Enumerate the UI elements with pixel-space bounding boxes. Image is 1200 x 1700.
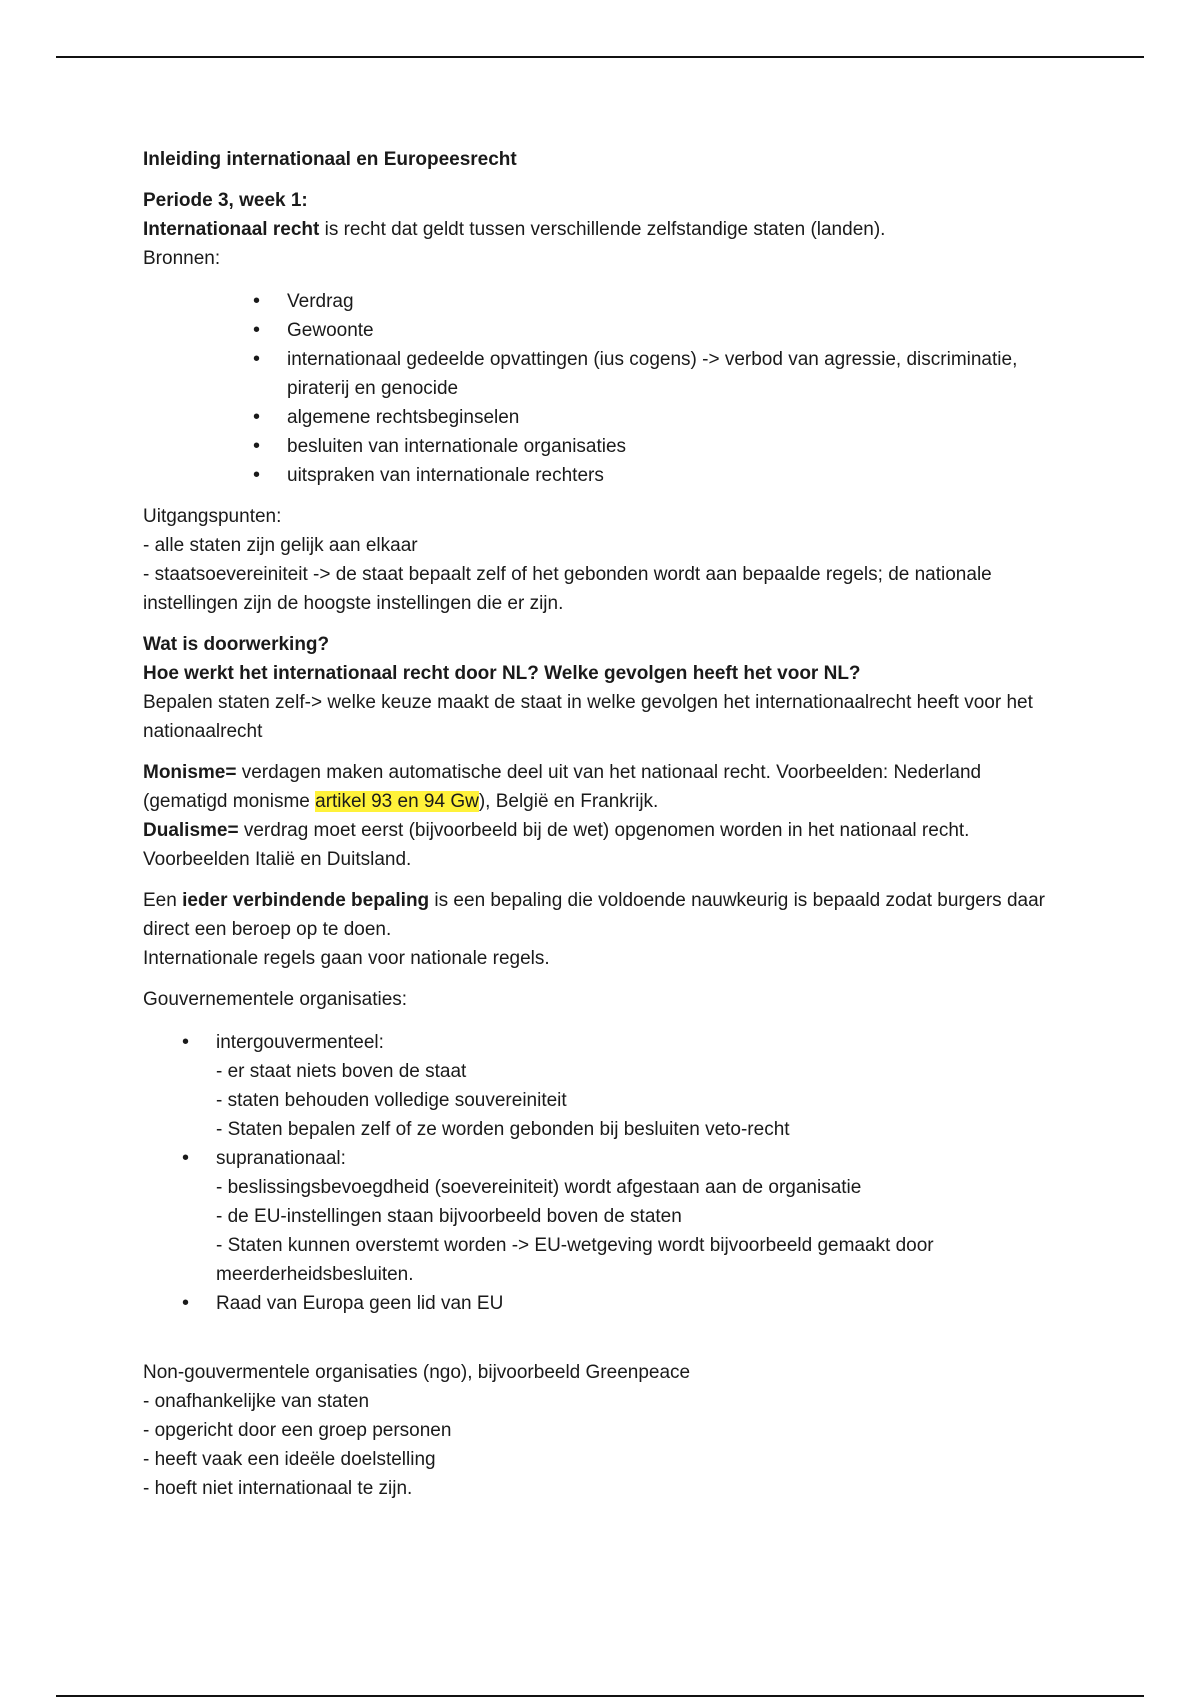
spacer xyxy=(143,1318,1063,1358)
bepaling-paragraph xyxy=(143,886,1063,944)
dualisme-paragraph xyxy=(143,816,1063,874)
list-item: • Verdrag xyxy=(287,287,1063,316)
principles-line: - alle staten zijn gelijk aan elkaar xyxy=(143,535,418,556)
intergov-line: - Staten bepalen zelf of ze worden gebonden bij besluiten veto-recht xyxy=(216,1119,790,1140)
list-item xyxy=(216,1028,1063,1144)
list-item xyxy=(216,1144,1063,1289)
list-item: • internationaal gedeelde opvattingen (ius cogens) -> verbod van agressie, discriminatie, piraterij en genocide xyxy=(287,345,1063,403)
definition-paragraph xyxy=(143,215,1063,244)
list-item: • Raad van Europa geen lid van EU xyxy=(216,1289,1063,1318)
list-item: • algemene rechtsbeginselen xyxy=(287,403,1063,432)
gov-orgs-list xyxy=(216,1028,1063,1318)
supranat-line: - de EU-instellingen staan bijvoorbeeld boven de staten xyxy=(216,1206,682,1227)
bepaling-text: is een bepaling die voldoende nauwkeurig is bepaald zodat burgers daar direct een beroep op te doen. xyxy=(143,890,1045,940)
period-heading: Periode 3, week 1: xyxy=(143,190,308,211)
bepaling-line: Internationale regels gaan voor nationale regels. xyxy=(143,948,550,969)
bepaling-pre: Een xyxy=(143,890,183,911)
highlighted-article: artikel 93 en 94 Gw xyxy=(315,791,479,812)
intergov-line: - er staat niets boven de staat xyxy=(216,1061,467,1082)
supranat-line: - beslissingsbevoegdheid (soevereiniteit) wordt afgestaan aan de organisatie xyxy=(216,1177,862,1198)
gov-orgs-label: Gouvernementele organisaties: xyxy=(143,989,408,1010)
ngo-line: - opgericht door een groep personen xyxy=(143,1420,452,1441)
sources-label: Bronnen: xyxy=(143,248,221,269)
ngo-label: Non-gouvermentele organisaties (ngo), bijvoorbeeld Greenpeace xyxy=(143,1362,691,1383)
list-item: • besluiten van internationale organisaties xyxy=(287,432,1063,461)
ngo-line: - onafhankelijke van staten xyxy=(143,1391,370,1412)
intergov-title: • intergouvermenteel: xyxy=(216,1032,384,1053)
dualisme-term: Dualisme= xyxy=(143,820,239,841)
list-item: • Gewoonte xyxy=(287,316,1063,345)
page-top-rule xyxy=(56,56,1144,58)
bepaling-term: ieder verbindende bepaling xyxy=(182,890,430,911)
doorwerking-question: Wat is doorwerking? xyxy=(143,634,330,655)
supranat-line: - Staten kunnen overstemt worden -> EU-wetgeving wordt bijvoorbeeld gemaakt door meerderheidsbesluiten. xyxy=(216,1235,934,1285)
principles-line: - staatsoevereiniteit -> de staat bepaalt zelf of het gebonden wordt aan bepaalde regels; de nationale instellingen zijn de hoogste instellingen die er zijn. xyxy=(143,564,992,614)
intergov-line: - staten behouden volledige souvereiniteit xyxy=(216,1090,567,1111)
document-body xyxy=(143,145,1063,1503)
principles-label: Uitgangspunten: xyxy=(143,506,282,527)
monisme-text-end: ), België en Frankrijk. xyxy=(478,791,659,812)
list-item: • uitspraken van internationale rechters xyxy=(287,461,1063,490)
document-title: Inleiding internationaal en Europeesrecht xyxy=(143,149,517,170)
doorwerking-answer: Bepalen staten zelf-> welke keuze maakt de staat in welke gevolgen het internationaalrecht heeft voor het nationaalrecht xyxy=(143,692,1033,742)
monisme-term: Monisme= xyxy=(143,762,237,783)
definition-text: is recht dat geldt tussen verschillende zelfstandige staten (landen). xyxy=(319,219,886,240)
doorwerking-question: Hoe werkt het internationaal recht door NL? Welke gevolgen heeft het voor NL? xyxy=(143,663,861,684)
definition-term: Internationaal recht xyxy=(143,219,320,240)
supranat-title: • supranationaal: xyxy=(216,1148,346,1169)
page-bottom-rule xyxy=(56,1695,1144,1697)
monisme-paragraph xyxy=(143,758,1063,816)
monisme-text: verdagen maken automatische deel uit van het nationaal recht. Voorbeelden: Nederland (gematigd monisme xyxy=(143,762,982,812)
ngo-line: - hoeft niet internationaal te zijn. xyxy=(143,1478,413,1499)
sources-list xyxy=(287,287,1063,490)
ngo-line: - heeft vaak een ideële doelstelling xyxy=(143,1449,436,1470)
dualisme-text: verdrag moet eerst (bijvoorbeeld bij de wet) opgenomen worden in het nationaal recht. Voorbeelden Italië en Duitsland. xyxy=(143,820,970,870)
